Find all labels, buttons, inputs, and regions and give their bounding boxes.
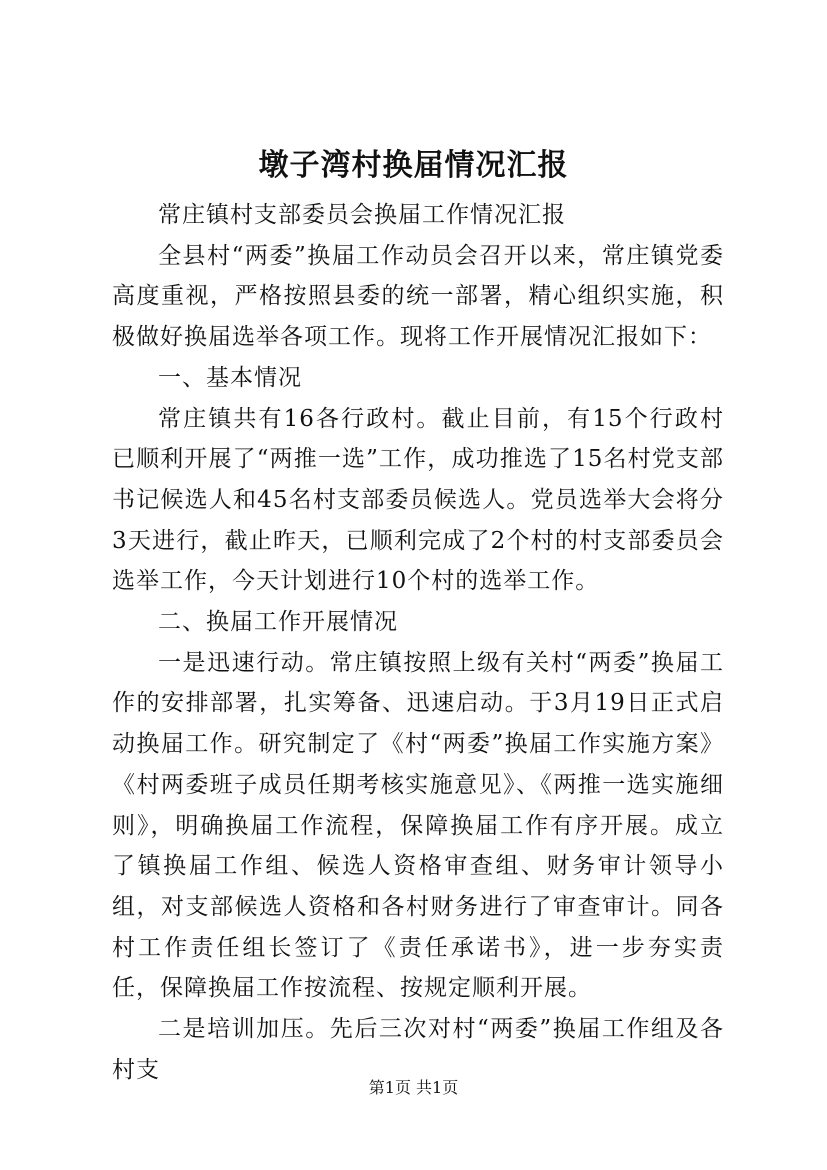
document-body bbox=[112, 195, 724, 1090]
paragraph-action: 一是迅速行动。常庄镇按照上级有关村“两委”换届工作的安排部署，扎实筹备、迅速启动。于3月19日正式启动换届工作。研究制定了《村“两委”换届工作实施方案》《村两委班子成员任期考核实施意见》、《两推一选实施细则》，明确换届工作流程，保障换届工作有序开展。成立了镇换届工作组、候选人资格审查组、财务审计领导小组，对支部候选人资格和各村财务进行了审查审计。同各村工作责任组长签订了《责任承诺书》，进一步夯实责任，保障换届工作按流程、按规定顺利开展。 bbox=[112, 649, 724, 1002]
page-number-footer: 第1页 共1页 bbox=[368, 1078, 459, 1097]
paragraph-subtitle: 常庄镇村支部委员会换届工作情况汇报 bbox=[158, 202, 566, 228]
paragraph-basic: 常庄镇共有16各行政村。截止目前，有15个行政村已顺利开展了“两推一选”工作，成功推选了15名村党支部书记候选人和45名村支部委员候选人。党员选举大会将分3天进行，截止昨天，已顺利完成了2个村的村支部委员会选举工作，今天计划进行10个村的选举工作。 bbox=[112, 405, 724, 595]
document-title: 墩子湾村换届情况汇报 bbox=[258, 148, 569, 183]
paragraph-training: 二是培训加压。先后三次对村“两委”换届工作组及各村支 bbox=[112, 1016, 724, 1083]
paragraph-intro: 全县村“两委”换届工作动员会召开以来，常庄镇党委高度重视，严格按照县委的统一部署，精心组织实施，积极做好换届选举各项工作。现将工作开展情况汇报如下： bbox=[112, 242, 724, 351]
section-heading-basic: 一、基本情况 bbox=[158, 364, 302, 391]
section-heading-progress: 二、换届工作开展情况 bbox=[158, 609, 398, 636]
